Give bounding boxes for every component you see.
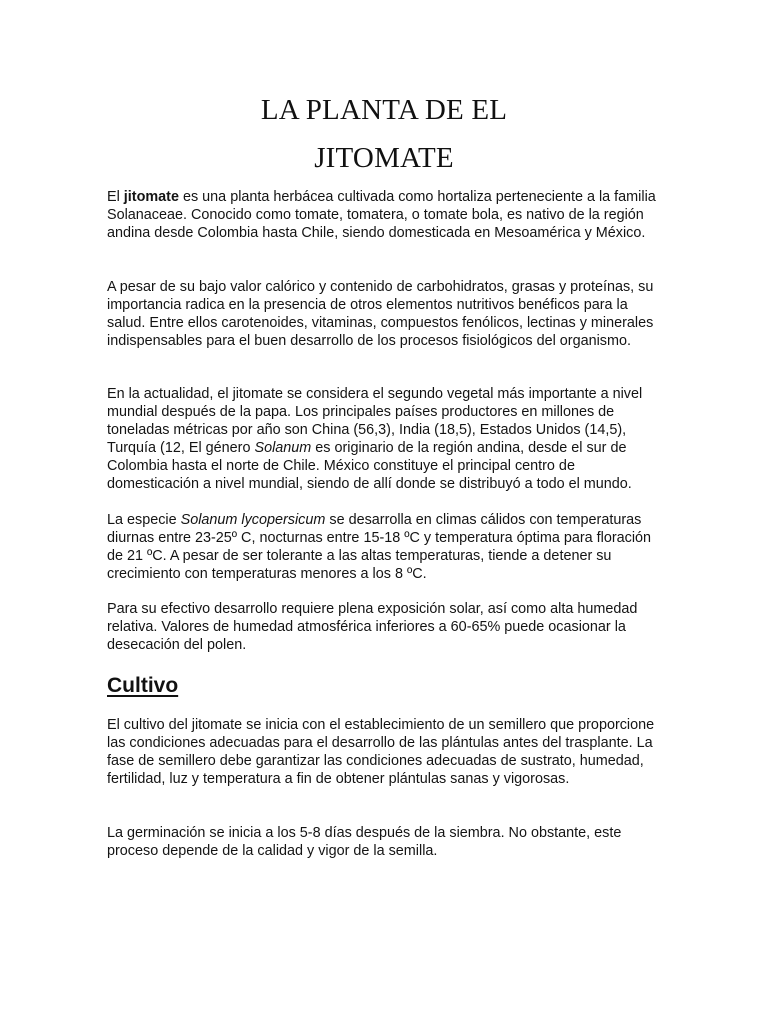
section-heading-cultivo: Cultivo	[107, 674, 179, 697]
document-title-line-1: LA PLANTA DE EL	[260, 94, 508, 126]
document-title-line-2: JITOMATE	[314, 142, 454, 174]
paragraph-climate-lead: La especie	[107, 512, 181, 528]
term-solanum: Solanum	[254, 440, 312, 456]
paragraph-production-rest: es originario de la región andina, desde el sur de Colombia hasta el norte de Chile. México constituye el principal centro de domesticación a nivel mundial, siendo de allí donde se distribuyó a todo el mundo.	[107, 440, 632, 492]
paragraph-cultivation: El cultivo del jitomate se inicia con el establecimiento de un semillero que proporcione las condiciones adecuadas para el desarrollo de las plántulas antes del trasplante. La fase de semillero debe garantizar las condiciones adecuadas de sustrato, humedad, fertilidad, luz y temperatura a fin de obtener plántulas sanas y vigorosas.	[107, 717, 655, 787]
paragraph-germination: La germinación se inicia a los 5-8 días después de la siembra. No obstante, este proceso depende de la calidad y vigor de la semilla.	[107, 825, 622, 859]
paragraph-production-lead: En la actualidad, el jitomate se considera el segundo vegetal más importante a nivel mundial después de la papa. Los principales países productores en millones de toneladas métricas por año son China (56,3), India (18,5), Estados Unidos (14,5), Turquía (12, El género	[107, 386, 643, 456]
term-solanum-lycopersicum: Solanum lycopersicum	[180, 512, 326, 528]
paragraph-production	[107, 385, 662, 493]
paragraph-humidity: Para su efectivo desarrollo requiere plena exposición solar, así como alta humedad relativa. Valores de humedad atmosférica inferiores a 60-65% puede ocasionar la desecación del polen.	[107, 601, 638, 653]
paragraph-intro-lead: El	[107, 189, 124, 205]
paragraph-climate-rest: se desarrolla en climas cálidos con temperaturas diurnas entre 23-25º C, nocturnas entre 15-18 ºC y temperatura óptima para floración de 21 ºC. A pesar de ser tolerante a las altas temperaturas, tiende a detener su crecimiento con temperaturas menores a los 8 ºC.	[107, 512, 652, 582]
paragraph-nutrition: A pesar de su bajo valor calórico y contenido de carbohidratos, grasas y proteínas, su importancia radica en la presencia de otros elementos nutritivos benéficos para la salud. Entre ellos carotenoides, vitaminas, compuestos fenólicos, lectinas y minerales indispensables para el buen desarrollo de los procesos fisiológicos del organismo.	[107, 279, 654, 349]
term-jitomate: jitomate	[123, 189, 179, 205]
paragraph-intro	[107, 188, 662, 242]
paragraph-climate	[107, 511, 662, 583]
paragraph-intro-rest: es una planta herbácea cultivada como hortaliza perteneciente a la familia Solanaceae. Conocido como tomate, tomatera, o tomate bola, es nativo de la región andina desde Colombia hasta Chile, siendo domesticada en Mesoamérica y México.	[107, 189, 656, 241]
